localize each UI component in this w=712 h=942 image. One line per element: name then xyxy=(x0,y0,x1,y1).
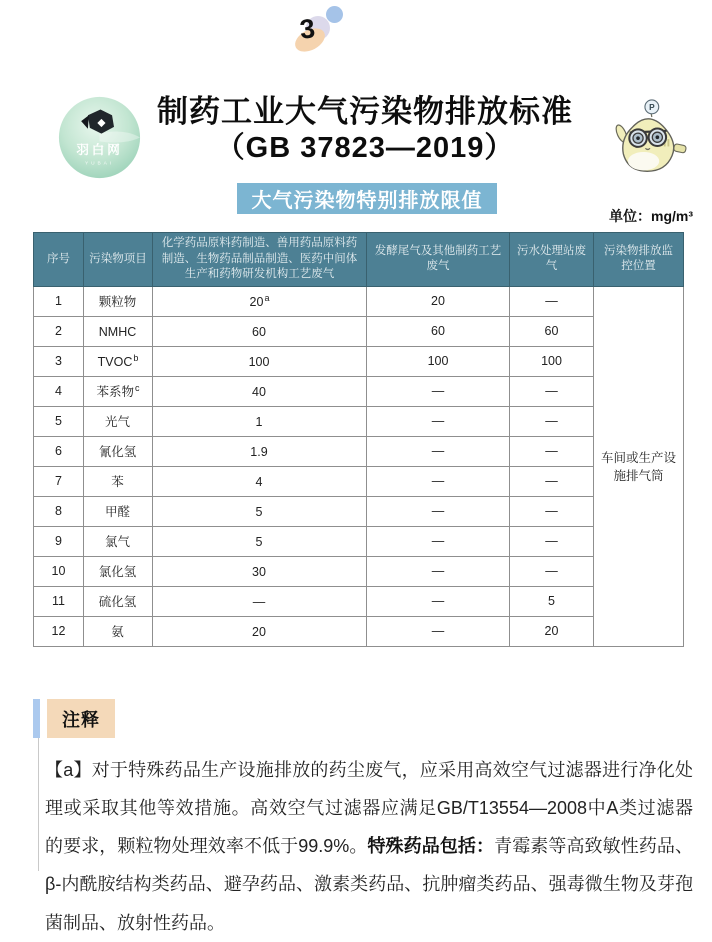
table-row xyxy=(34,376,684,406)
page-number: 3 xyxy=(298,13,317,45)
chemical-api-value-cell: 30 xyxy=(153,556,367,586)
row-index-cell: 1 xyxy=(34,286,84,316)
table-row xyxy=(34,466,684,496)
table-row xyxy=(34,286,684,316)
fermentation-value-cell: 20 xyxy=(367,286,510,316)
chemical-api-value-cell: 1.9 xyxy=(153,436,367,466)
page-number-decoration xyxy=(288,2,358,60)
svg-text:P: P xyxy=(649,103,655,113)
title-line-2: （GB 37823—2019） xyxy=(215,132,515,165)
fermentation-value-cell: — xyxy=(367,586,510,616)
fermentation-value-cell: — xyxy=(367,556,510,586)
pollutant-name-cell: 氰化氢 xyxy=(84,436,153,466)
row-index-cell: 5 xyxy=(34,406,84,436)
row-index-cell: 11 xyxy=(34,586,84,616)
fermentation-value-cell: 100 xyxy=(367,346,510,376)
row-index-cell: 3 xyxy=(34,346,84,376)
emission-table-body xyxy=(34,286,684,646)
chemical-api-value-cell: 20$^a$ xyxy=(153,286,367,316)
wastewater-value-cell: 100 xyxy=(510,346,594,376)
fermentation-value-cell: — xyxy=(367,616,510,646)
row-index-cell: 7 xyxy=(34,466,84,496)
row-index-cell: 2 xyxy=(34,316,84,346)
col-header-index: 序号 xyxy=(34,233,84,287)
wastewater-value-cell: — xyxy=(510,286,594,316)
table-row xyxy=(34,316,684,346)
col-header-monitoring: 污染物排放监控位置 xyxy=(594,233,684,287)
pollutant-name-cell: 苯 xyxy=(84,466,153,496)
note-a-text xyxy=(45,751,693,942)
pollutant-name-cell: 氨 xyxy=(84,616,153,646)
title-line-1: 制药工业大气污染物排放标准 xyxy=(157,94,573,129)
fermentation-value-cell: — xyxy=(367,436,510,466)
wastewater-value-cell: — xyxy=(510,376,594,406)
note-vertical-line xyxy=(38,738,39,871)
table-row xyxy=(34,556,684,586)
wastewater-value-cell: — xyxy=(510,466,594,496)
unit-label: 单位：mg/m³ xyxy=(609,208,693,224)
pollutant-name-cell: 硫化氢 xyxy=(84,586,153,616)
table-row xyxy=(34,586,684,616)
fermentation-value-cell: — xyxy=(367,526,510,556)
wastewater-value-cell: 60 xyxy=(510,316,594,346)
chemical-api-value-cell: 5 xyxy=(153,526,367,556)
table-row xyxy=(34,436,684,466)
fermentation-value-cell: — xyxy=(367,406,510,436)
wastewater-value-cell: 20 xyxy=(510,616,594,646)
chemical-api-value-cell: 1 xyxy=(153,406,367,436)
page-title xyxy=(120,93,610,166)
pollutant-name-cell: 氯气 xyxy=(84,526,153,556)
wastewater-value-cell: — xyxy=(510,556,594,586)
pollutant-name-cell: NMHC xyxy=(84,316,153,346)
wastewater-value-cell: — xyxy=(510,526,594,556)
row-index-cell: 8 xyxy=(34,496,84,526)
fermentation-value-cell: — xyxy=(367,466,510,496)
fermentation-value-cell: 60 xyxy=(367,316,510,346)
pollutant-name-cell: 光气 xyxy=(84,406,153,436)
svg-text:羽白网: 羽白网 xyxy=(76,142,123,157)
chemical-api-value-cell: 60 xyxy=(153,316,367,346)
chemical-api-value-cell: — xyxy=(153,586,367,616)
blue-circle-decoration xyxy=(326,6,343,23)
emission-limits-table xyxy=(33,232,684,647)
col-header-wastewater: 污水处理站废气 xyxy=(510,233,594,287)
section-badge: 大气污染物特别排放限值 xyxy=(237,183,497,214)
pollutant-name-cell: 颗粒物 xyxy=(84,286,153,316)
svg-text:YUBAI: YUBAI xyxy=(85,161,114,167)
table-row xyxy=(34,616,684,646)
pollutant-name-cell: 氯化氢 xyxy=(84,556,153,586)
row-index-cell: 12 xyxy=(34,616,84,646)
col-header-chemical-api: 化学药品原料药制造、兽用药品原料药制造、生物药品制品制造、医药中间体生产和药物研发机构工艺废气 xyxy=(153,233,367,287)
chemical-api-value-cell: 4 xyxy=(153,466,367,496)
col-header-fermentation: 发酵尾气及其他制药工艺废气 xyxy=(367,233,510,287)
wastewater-value-cell: — xyxy=(510,496,594,526)
fermentation-value-cell: — xyxy=(367,376,510,406)
note-a-part2: 青霉素等高致敏性药品、β-内酰胺结构类药品、避孕药品、激素类药品、抗肿瘤类药品、强毒微生物及芽孢菌制品、放射性药品。 xyxy=(45,836,694,933)
chemical-api-value-cell: 100 xyxy=(153,346,367,376)
mascot xyxy=(604,98,696,182)
bird-mascot-icon xyxy=(604,98,696,182)
fermentation-value-cell: — xyxy=(367,496,510,526)
row-index-cell: 10 xyxy=(34,556,84,586)
chemical-api-value-cell: 20 xyxy=(153,616,367,646)
note-a-bold: 特殊药品包括： xyxy=(367,836,495,857)
row-index-cell: 9 xyxy=(34,526,84,556)
table-row xyxy=(34,526,684,556)
pollutant-name-cell: 甲醛 xyxy=(84,496,153,526)
note-accent-bar xyxy=(33,699,40,738)
col-header-pollutant: 污染物项目 xyxy=(84,233,153,287)
note-label: 注释 xyxy=(47,699,115,738)
note-a-part1: 【a】对于特殊药品生产设施排放的药尘废气，应采用高效空气过滤器进行净化处理或采取其他等效措施。高效空气过滤器应满足GB/T13554—2008中A类过滤器的要求，颗粒物处理效率不低于99.9%。 xyxy=(45,760,693,857)
pollutant-name-cell: 苯系物$^c$ xyxy=(84,376,153,406)
table-row xyxy=(34,496,684,526)
table-row xyxy=(34,346,684,376)
wastewater-value-cell: 5 xyxy=(510,586,594,616)
row-index-cell: 4 xyxy=(34,376,84,406)
wastewater-value-cell: — xyxy=(510,436,594,466)
chemical-api-value-cell: 5 xyxy=(153,496,367,526)
pollutant-name-cell: TVOC$^b$ xyxy=(84,346,153,376)
table-header xyxy=(34,233,684,287)
wastewater-value-cell: — xyxy=(510,406,594,436)
chemical-api-value-cell: 40 xyxy=(153,376,367,406)
table-row xyxy=(34,406,684,436)
row-index-cell: 6 xyxy=(34,436,84,466)
monitor-location-cell: 车间或生产设施排气筒 xyxy=(594,286,684,646)
